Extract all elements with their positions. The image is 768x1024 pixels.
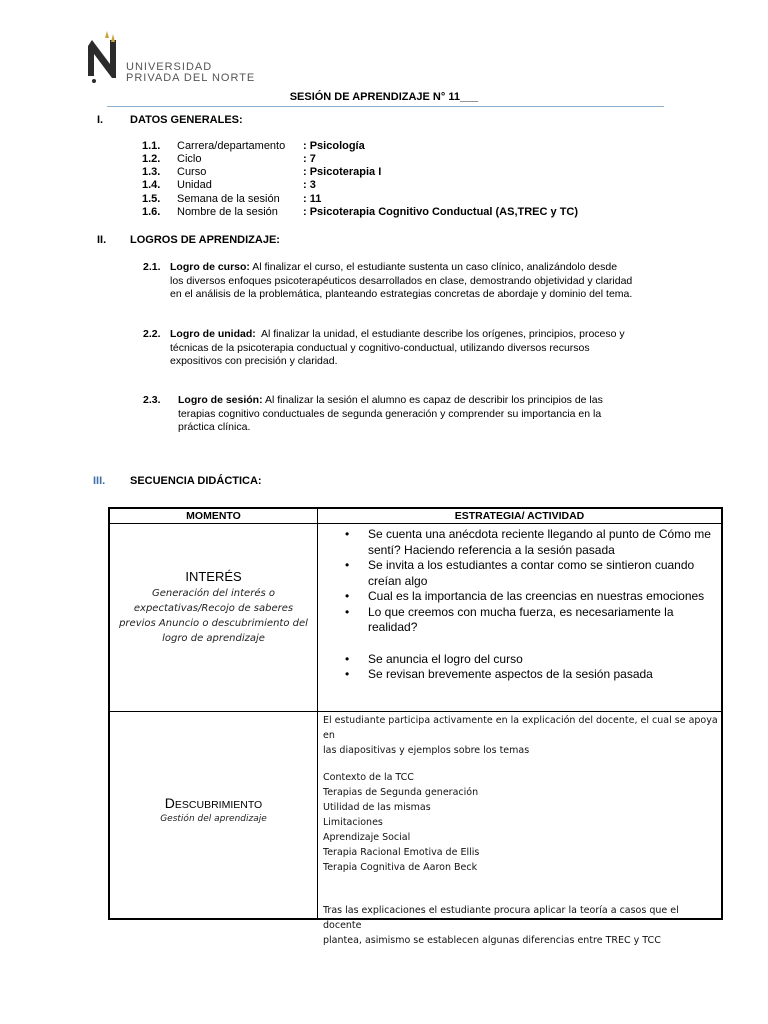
dato-number: 1.2. <box>142 153 161 165</box>
descubrimiento-momento-cell <box>110 795 317 827</box>
interes-subtitle-line: expectativas/Recojo de saberes <box>133 603 294 614</box>
header-estrategia: ESTRATEGIA/ ACTIVIDAD <box>454 510 585 522</box>
interes-announce-list <box>318 652 713 683</box>
logro-unidad-line-2: técnicas de la psicoterapia conductual y cognitivo-conductual, utilizando diversos recursos <box>170 341 590 354</box>
page-title: SESIÓN DE APRENDIZAJE N° 11___ <box>289 91 479 103</box>
dato-value: : 7 <box>303 153 316 165</box>
dato-value: : Psicología <box>303 140 365 152</box>
interes-activities-cell <box>318 527 713 683</box>
secuencia-table <box>108 507 723 946</box>
dato-number: 1.4. <box>142 179 161 191</box>
list-item: Terapias de Segunda generación <box>323 787 479 798</box>
title-rule <box>107 106 664 107</box>
descubrimiento-closing <box>323 903 718 948</box>
logro-unidad-line-3: expositivos con precisión y claridad. <box>170 355 338 367</box>
dato-value: : 11 <box>303 193 322 205</box>
table-row-divider <box>110 711 721 712</box>
descubrimiento-subtitle: Gestión del aprendizaje <box>160 814 267 824</box>
section-I-title: DATOS GENERALES: <box>130 114 243 126</box>
logro-curso <box>143 261 663 303</box>
interes-subtitle <box>110 586 317 646</box>
logro-curso-line-2: los diversos enfoques psicoterapéuticos desarrollados en clase, demostrando objetividad y claridad <box>170 274 633 287</box>
dato-value: : 3 <box>303 179 316 191</box>
logro-unidad-label: Logro de unidad: <box>170 328 256 340</box>
list-item: Contexto de la TCC <box>323 772 414 783</box>
list-item: • Se cuenta una anécdota reciente llegando al punto de Cómo me sentí? Haciendo referencia a la sesión pasada <box>318 527 713 558</box>
logro-sesion-line-3: práctica clínica. <box>178 421 251 433</box>
descubrimiento-intro-line: El estudiante participa activamente en la explicación del docente, el cual se apoya en <box>323 715 718 741</box>
dato-value: : Psicoterapia Cognitivo Conductual (AS,TREC y TC) <box>303 206 579 218</box>
list-item: Terapia Cognitiva de Aaron Beck <box>323 862 478 873</box>
list-item: Utilidad de las mismas <box>323 802 431 813</box>
logro-sesion-line-2: terapias cognitivo conductuales de segunda generación y comprender su importancia en la <box>178 407 602 420</box>
descubrimiento-intro-line: las diapositivas y ejemplos sobre los temas <box>323 745 530 756</box>
logo-line-2: PRIVADA DEL NORTE <box>126 72 256 84</box>
list-item: • Se invita a los estudiantes a contar como se sintieron cuando creían algo <box>318 558 713 589</box>
interes-subtitle-line: previos Anuncio o descubrimiento del <box>119 618 308 629</box>
interes-subtitle-line: logro de aprendizaje <box>162 633 265 644</box>
header-momento: MOMENTO <box>186 510 241 522</box>
dato-label: Curso <box>177 166 207 178</box>
logro-curso-line-3: en el análisis de la problemática, planteando estrategias concretas de abordaje y dominio del tema. <box>170 288 633 300</box>
logro-sesion-line-1: Al finalizar la sesión el alumno es capaz de describir los principios de las <box>264 394 603 406</box>
dato-value: : Psicoterapia I <box>303 166 382 178</box>
dato-label: Carrera/departamento <box>177 140 286 152</box>
list-item: • Se revisan brevemente aspectos de la sesión pasada <box>318 667 713 683</box>
dato-label: Ciclo <box>177 153 202 165</box>
dato-label: Unidad <box>177 179 212 191</box>
descubrimiento-title: DESCUBRIMIENTO <box>164 795 263 811</box>
descubrimiento-closing-line: plantea, asimismo se establecen algunas diferencias entre TREC y TCC <box>323 935 661 946</box>
list-item: Terapia Racional Emotiva de Ellis <box>323 847 480 858</box>
descubrimiento-temas-list <box>323 770 718 875</box>
logro-curso-line-1: Al finalizar el curso, el estudiante sustenta un caso clínico, analizándolo desde <box>252 261 618 273</box>
section-II-number: II. <box>97 234 107 246</box>
logo-wordmark <box>126 62 255 84</box>
descubrimiento-activities-cell <box>323 713 718 948</box>
dato-number: 1.1. <box>142 140 161 152</box>
logo-line-1: UNIVERSIDAD <box>126 61 213 73</box>
dato-number: 1.5. <box>142 193 161 205</box>
section-I-number: I. <box>97 114 104 126</box>
descubrimiento-closing-line: Tras las explicaciones el estudiante procura aplicar la teoría a casos que el docente <box>323 905 679 931</box>
list-item: Limitaciones <box>323 817 383 828</box>
logro-unidad-line-1: Al finalizar la unidad, el estudiante describe los orígenes, principios, proceso y <box>261 328 625 340</box>
interes-title: INTERÉS <box>185 569 242 584</box>
dato-label: Nombre de la sesión <box>177 206 278 218</box>
dato-label: Semana de la sesión <box>177 193 280 205</box>
logro-unidad-number: 2.2. <box>143 328 161 340</box>
logro-sesion-label: Logro de sesión: <box>178 394 263 406</box>
dato-number: 1.6. <box>142 206 161 218</box>
list-item: • Se anuncia el logro del curso <box>318 652 713 668</box>
section-III-number: III. <box>93 475 106 487</box>
interes-subtitle-line: Generación del interés o <box>152 588 275 599</box>
table-header-divider <box>110 523 721 524</box>
logro-curso-label: Logro de curso: <box>170 261 250 273</box>
section-III-title: SECUENCIA DIDÁCTICA: <box>130 475 262 487</box>
dato-number: 1.3. <box>142 166 161 178</box>
logro-sesion-number: 2.3. <box>143 394 161 406</box>
list-item: • Lo que creemos con mucha fuerza, es necesariamente la realidad? <box>318 605 713 636</box>
section-II-title: LOGROS DE APRENDIZAJE: <box>130 234 280 246</box>
logro-sesion <box>143 394 663 436</box>
interes-momento-cell <box>110 569 317 646</box>
logro-unidad <box>143 328 663 370</box>
logro-curso-number: 2.1. <box>143 261 161 273</box>
list-item: Aprendizaje Social <box>323 832 411 843</box>
list-item: • Cual es la importancia de las creencias en nuestras emociones <box>318 589 713 605</box>
interes-activities-list <box>318 527 713 636</box>
